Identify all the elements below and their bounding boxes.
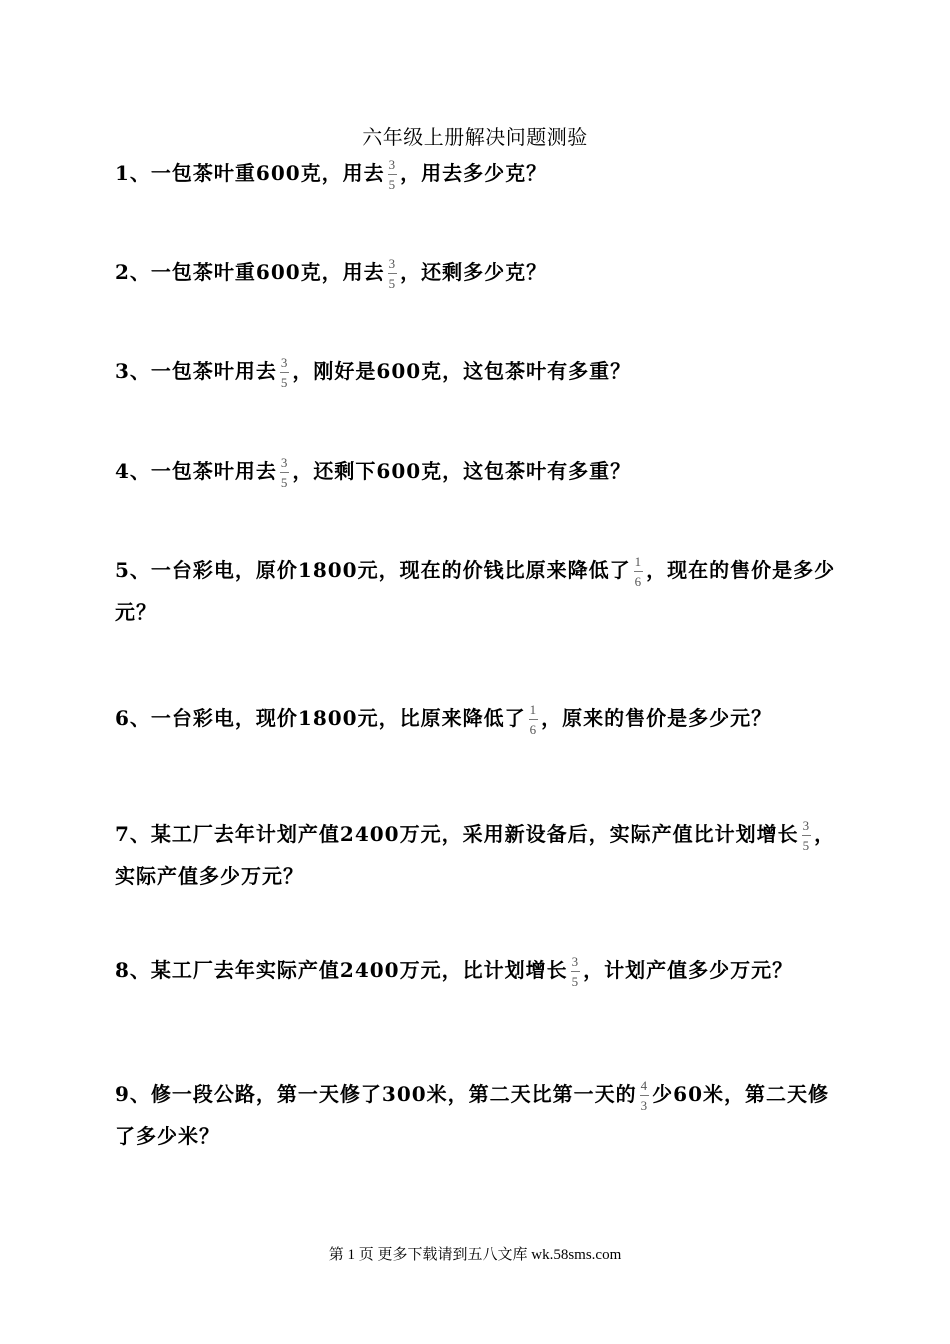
- fraction-bar: [280, 472, 289, 473]
- question-text-after: ，现在的售价是多少元？: [115, 558, 836, 624]
- fraction: [279, 455, 291, 490]
- fraction-numerator: 3: [280, 455, 289, 470]
- fraction-numerator: 4: [640, 1078, 649, 1093]
- fraction-denominator: 3: [640, 1098, 649, 1113]
- question-text-before: 3、一包茶叶用去: [115, 359, 277, 383]
- question-9: [115, 1073, 845, 1157]
- question-text-after: ，还剩下600克，这包茶叶有多重？: [292, 459, 632, 483]
- question-3: [115, 350, 845, 392]
- question-8: [115, 949, 845, 991]
- fraction-numerator: 3: [388, 157, 397, 172]
- fraction-numerator: 1: [634, 554, 643, 569]
- page-title: 六年级上册解决问题测验: [362, 125, 588, 149]
- question-text-before: 9、修一段公路，第一天修了300米，第二天比第一天的: [115, 1082, 637, 1106]
- question-text-after: ，刚好是600克，这包茶叶有多重？: [292, 359, 632, 383]
- fraction-numerator: 3: [388, 256, 397, 271]
- fraction: [528, 702, 540, 737]
- question-text-after: ，原来的售价是多少元？: [541, 706, 773, 730]
- question-4: [115, 450, 845, 492]
- fraction-denominator: 5: [802, 838, 811, 853]
- fraction: [801, 818, 813, 853]
- fraction-numerator: 3: [571, 954, 580, 969]
- fraction-bar: [388, 174, 397, 175]
- question-5: [115, 549, 845, 633]
- fraction-denominator: 5: [388, 276, 397, 291]
- fraction-denominator: 6: [634, 574, 643, 589]
- fraction-numerator: 3: [280, 355, 289, 370]
- fraction-bar: [529, 719, 538, 720]
- question-text-after: ，用去多少克？: [400, 161, 548, 185]
- fraction: [387, 157, 399, 192]
- question-text-before: 6、一台彩电，现价1800元，比原来降低了: [115, 706, 526, 730]
- question-7: [115, 813, 845, 897]
- question-1: [115, 152, 845, 194]
- question-text-before: 7、某工厂去年计划产值2400万元，采用新设备后，实际产值比计划增长: [115, 822, 799, 846]
- fraction-bar: [571, 971, 580, 972]
- fraction-denominator: 6: [529, 722, 538, 737]
- fraction-denominator: 5: [388, 177, 397, 192]
- fraction-bar: [640, 1095, 649, 1096]
- question-text-after: ，实际产值多少万元？: [115, 822, 836, 888]
- fraction: [279, 355, 291, 390]
- question-text-before: 1、一包茶叶重600克，用去: [115, 161, 385, 185]
- question-text-after: ，计划产值多少万元？: [583, 958, 794, 982]
- fraction-numerator: 3: [802, 818, 811, 833]
- question-text-before: 2、一包茶叶重600克，用去: [115, 260, 385, 284]
- fraction: [639, 1078, 651, 1113]
- question-text-after: 少60米，第二天修了多少米？: [115, 1082, 830, 1148]
- question-text-before: 5、一台彩电，原价1800元，现在的价钱比原来降低了: [115, 558, 631, 582]
- page-footer: 第 1 页 更多下载请到五八文库 wk.58sms.com: [328, 1247, 622, 1263]
- fraction-bar: [802, 835, 811, 836]
- fraction: [570, 954, 582, 989]
- fraction-bar: [634, 571, 643, 572]
- question-text-before: 8、某工厂去年实际产值2400万元，比计划增长: [115, 958, 568, 982]
- question-text-after: ，还剩多少克？: [400, 260, 548, 284]
- fraction: [387, 256, 399, 291]
- fraction-bar: [388, 273, 397, 274]
- fraction-denominator: 5: [280, 375, 289, 390]
- fraction: [633, 554, 645, 589]
- fraction-bar: [280, 372, 289, 373]
- question-6: [115, 697, 845, 739]
- question-text-before: 4、一包茶叶用去: [115, 459, 277, 483]
- question-2: [115, 251, 845, 293]
- fraction-denominator: 5: [280, 475, 289, 490]
- fraction-denominator: 5: [571, 974, 580, 989]
- fraction-numerator: 1: [529, 702, 538, 717]
